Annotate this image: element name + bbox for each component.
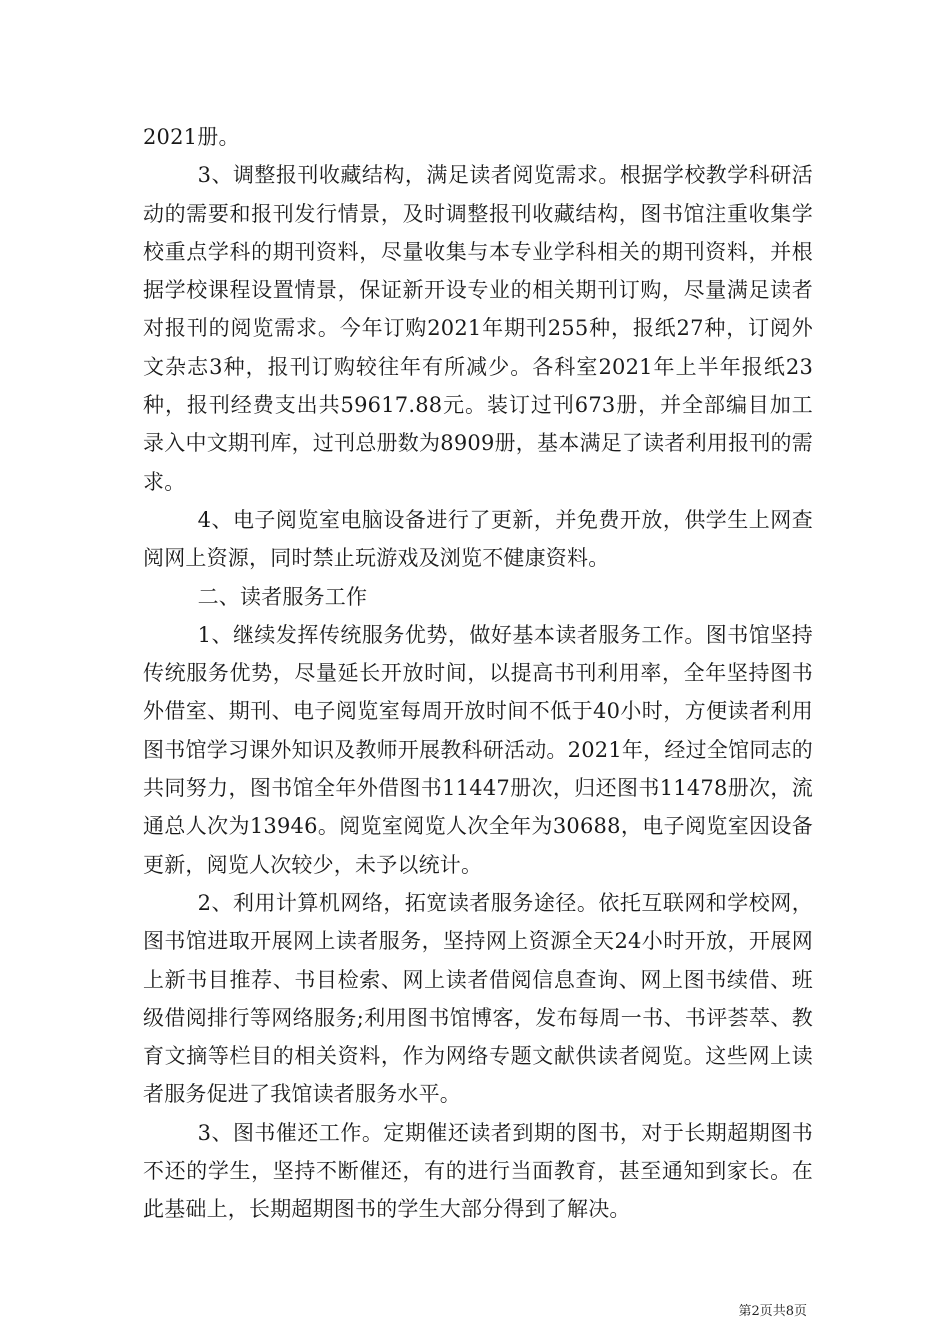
body-text xyxy=(143,118,813,1229)
paragraph-book-reminder: 3、图书催还工作。定期催还读者到期的图书，对于长期超期图书不还的学生，坚持不断催还，有的进行当面教育，甚至通知到家长。在此基础上，长期超期图书的学生大部分得到了解决。 xyxy=(143,1120,813,1222)
section-heading-reader-service: 二、读者服务工作 xyxy=(197,584,368,609)
page-number: 第2页共8页 xyxy=(738,1304,807,1319)
paragraph-e-reading-room: 4、电子阅览室电脑设备进行了更新，并免费开放，供学生上网查阅网上资源，同时禁止玩游戏及浏览不健康资料。 xyxy=(143,507,813,571)
paragraph-periodicals: 3、调整报刊收藏结构，满足读者阅览需求。根据学校教学科研活动的需要和报刊发行情景，及时调整报刊收藏结构，图书馆注重收集学校重点学科的期刊资料，尽量收集与本专业学科相关的期刊资料，并根据学校课程设置情景，保证新开设专业的相关期刊订购，尽量满足读者对报刊的阅览需求。今年订购2021年期刊255种，报纸27种，订阅外文杂志3种，报刊订购较往年有所减少。各科室2021年上半年报纸23种，报刊经费支出共59617.88元。装订过刊673册，并全部编目加工录入中文期刊库，过刊总册数为8909册，基本满足了读者利用报刊的需求。 xyxy=(143,163,813,494)
paragraph-continuation: 2021册。 xyxy=(143,125,240,149)
paragraph-traditional-service: 1、继续发挥传统服务优势，做好基本读者服务工作。图书馆坚持传统服务优势，尽量延长开放时间，以提高书刊利用率，全年坚持图书外借室、期刊、电子阅览室每周开放时间不低于40小时，方便读者利用图书馆学习课外知识及教师开展教科研活动。2021年，经过全馆同志的共同努力，图书馆全年外借图书11447册次，归还图书11478册次，流通总人次为13946。阅览室阅览人次全年为30688，电子阅览室因设备更新，阅览人次较少，未予以统计。 xyxy=(143,622,813,877)
paragraph-network-service: 2、利用计算机网络，拓宽读者服务途径。依托互联网和学校网，图书馆进取开展网上读者服务，坚持网上资源全天24小时开放，开展网上新书目推荐、书目检索、网上读者借阅信息查询、网上图书续借、班级借阅排行等网络服务;利用图书馆博客，发布每周一书、书评荟萃、教育文摘等栏目的相关资料，作为网络专题文献供读者阅览。这些网上读者服务促进了我馆读者服务水平。 xyxy=(143,890,813,1107)
